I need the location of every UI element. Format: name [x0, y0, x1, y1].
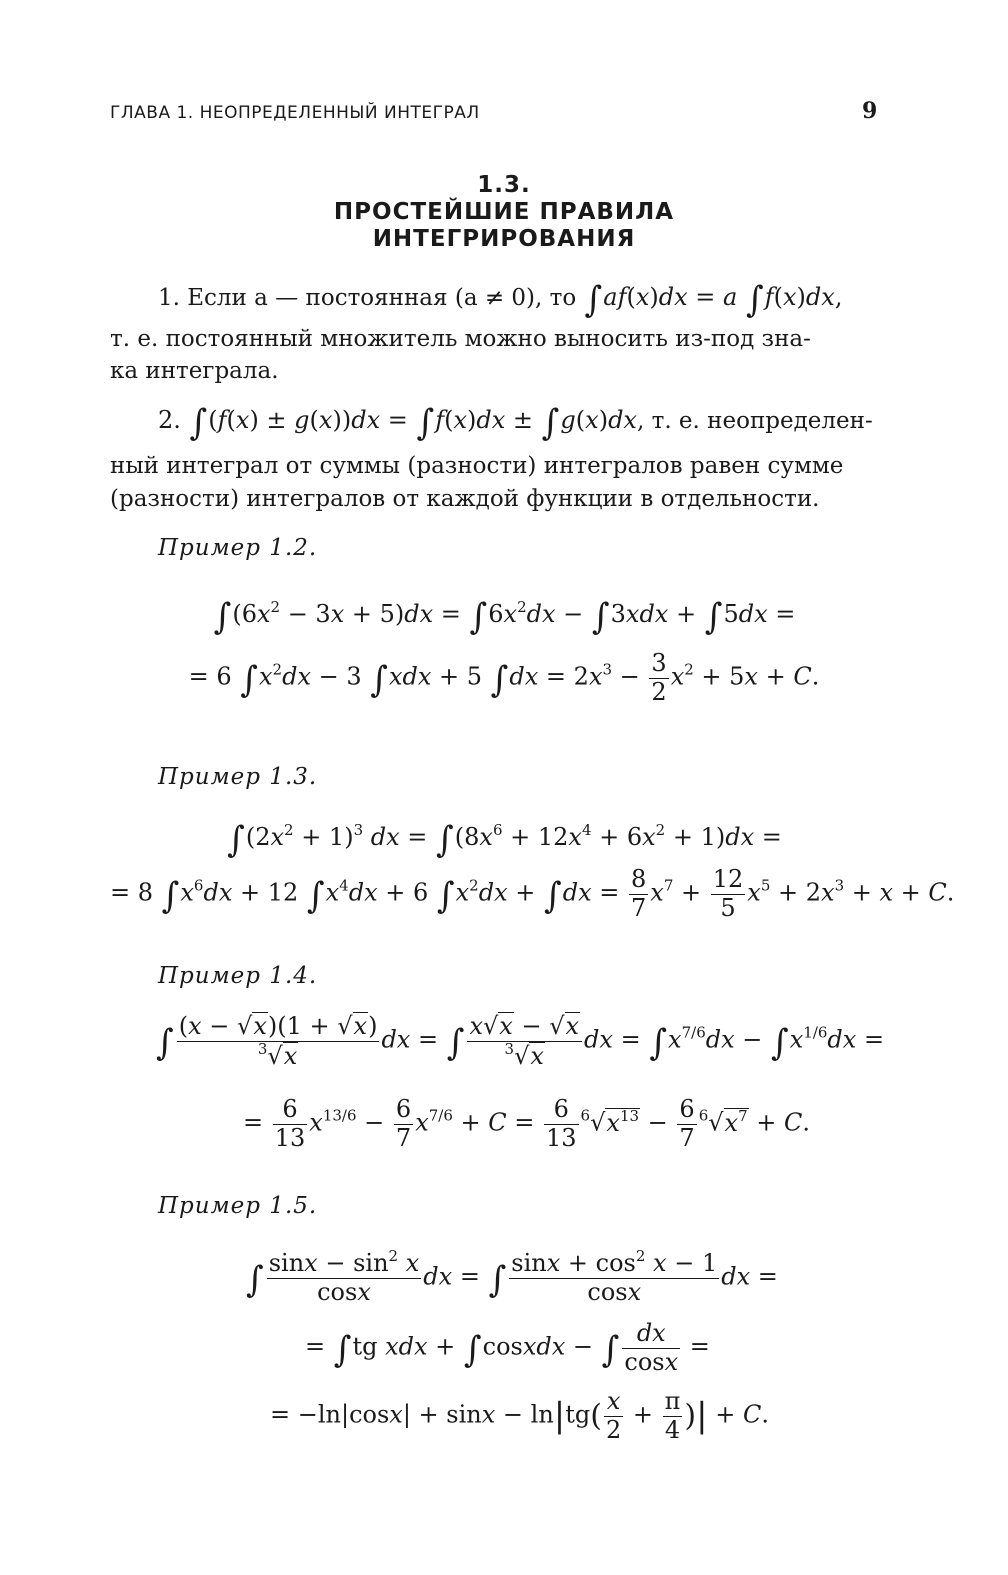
rule1-line2: т. е. постоянный множитель можно выносить из-под зна- [110, 326, 811, 352]
example-1-3-eq2: = 8 $\int x^6dx + 12$ $\int x^4dx + 6$ $\int x^2dx + \int dx$ = $\frac{8}{7}$ $x^7$ + $\frac{12}{5}$ $x^5 + 2x^3 + x + C$. [110, 865, 955, 922]
page-number: 9 [862, 98, 878, 124]
running-title: ГЛАВА 1. НЕОПРЕДЕЛЕННЫЙ ИНТЕГРАЛ [110, 103, 480, 123]
example-1-4-label: Пример 1.4. [158, 963, 318, 989]
section-number: 1.3. [477, 172, 531, 198]
example-1-2-eq1: $\int(6x^2 - 3x + 5)dx = \int 6x^2dx - \int 3xdx + \int 5dx$ = [213, 596, 796, 638]
example-1-2-label: Пример 1.2. [158, 535, 318, 561]
example-1-2-eq2: = 6 $\int x^2dx - 3$ ∫xdx + 5 $\int dx = 2x^3$ − $\frac{3}{2}$ $x^2 + 5x + C$. [188, 649, 820, 706]
example-1-5-eq2: = ∫tg xdx + ∫cosxdx − ∫ $\frac{dx}{\cos x}$ = [305, 1319, 710, 1376]
example-1-5-eq3: = −ln|cosx| + sinx − ln|tg( $\frac{x}{2}$ + $\frac{\pi}{4}$ )| + C. [270, 1387, 769, 1444]
rule1-line1 [158, 278, 898, 321]
section-title-line1: ПРОСТЕЙШИЕ ПРАВИЛА [333, 199, 675, 225]
example-1-5-label: Пример 1.5. [158, 1193, 318, 1219]
rule1-line3: ка интеграла. [110, 358, 279, 384]
rule1-prefix: 1. Если a — постоянная (a ≠ 0), то [158, 285, 577, 311]
example-1-4-eq2: = $\frac{6}{13}$ $x^{13/6}$ − $\frac{6}{7}$ $x^{7/6} + C$ = $\frac{6}{13}$ $^6√x^{13}$ − $\frac{6}{7}$ $^6√x^7 + C$. [243, 1095, 811, 1152]
rule2-line1 [158, 401, 898, 444]
rule2-suffix: , т. е. неопределен- [636, 408, 873, 434]
example-1-4-eq1: ∫ $\frac{(x - √x)(1 + √x)}{^3√x}$ dx = ∫ $\frac{x√x - √x}{^3√x}$ dx = $\int x^{7/6}dx - \int x^{1/6}dx$ = [156, 1012, 885, 1070]
example-1-3-label: Пример 1.3. [158, 764, 318, 790]
rule2-line2: ный интеграл от суммы (разности) интегралов равен сумме [110, 453, 844, 479]
rule2-formula: 2. ∫(f(x) ± g(x))dx = ∫f(x)dx ± ∫g(x)dx [158, 401, 637, 444]
rule1-formula: ∫af(x)dx = a ∫f(x)dx, [584, 278, 843, 321]
example-1-5-eq1: ∫ $\frac{\sin x - \sin^2 x}{\cos x}$ dx = ∫ $\frac{\sin x + \cos^2 x - 1}{\cos x}$ dx = [246, 1247, 778, 1306]
rule2-line3: (разности) интегралов от каждой функции в отдельности. [110, 486, 820, 512]
section-title-line2: ИНТЕГРИРОВАНИЯ [372, 226, 636, 252]
example-1-3-eq1: $\int(2x^2 + 1)^3$ dx = $\int(8x^6 + 12x^4 + 6x^2 + 1)dx$ = [227, 819, 782, 861]
